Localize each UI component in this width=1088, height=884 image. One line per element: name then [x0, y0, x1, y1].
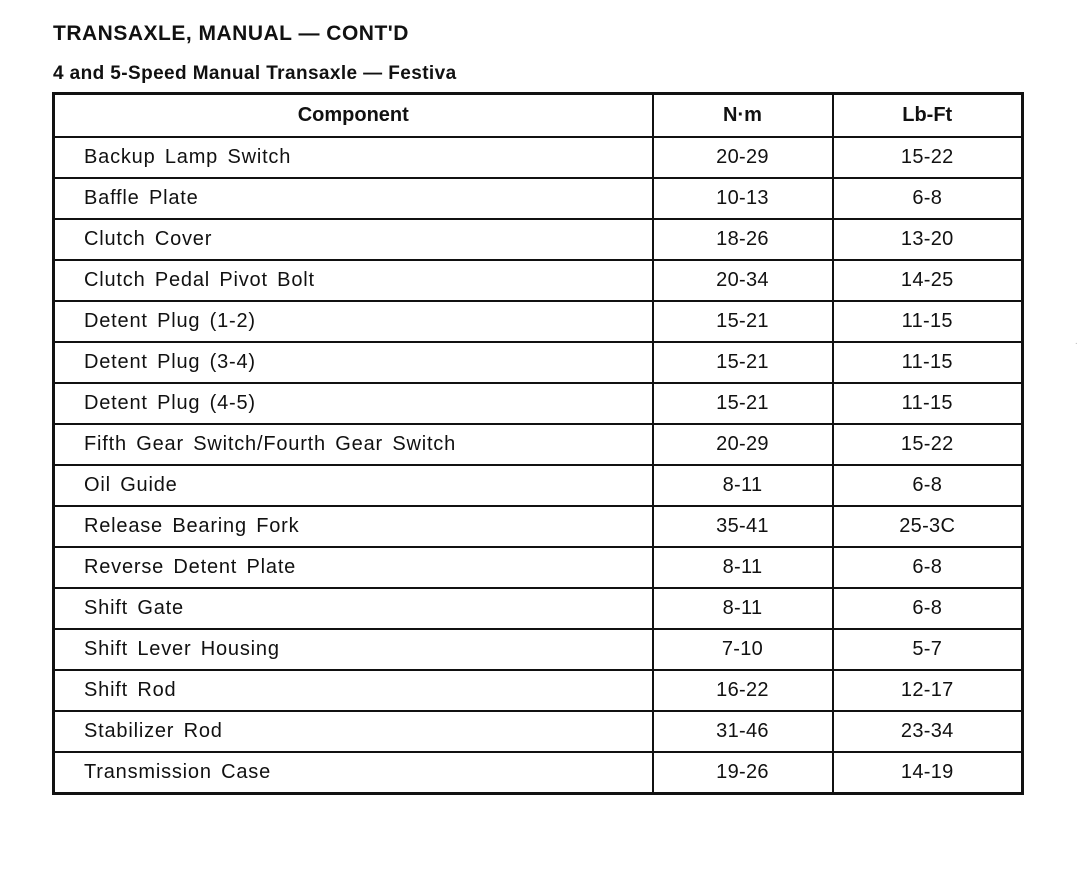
- table-row: [54, 629, 1023, 670]
- component-cell: Detent Plug (4-5): [54, 383, 653, 424]
- lbft-cell: 11-15: [833, 342, 1023, 383]
- nm-cell: 18-26: [653, 219, 833, 260]
- component-cell: Shift Lever Housing: [54, 629, 653, 670]
- lbft-cell: 6-8: [833, 178, 1023, 219]
- component-cell: Reverse Detent Plate: [54, 547, 653, 588]
- component-cell: Detent Plug (1-2): [54, 301, 653, 342]
- table-header-row: [54, 94, 1023, 138]
- table-row: [54, 260, 1023, 301]
- nm-cell: 8-11: [653, 465, 833, 506]
- table-row: [54, 711, 1023, 752]
- component-cell: Release Bearing Fork: [54, 506, 653, 547]
- scan-speck-decoration: ·: [1074, 338, 1078, 349]
- column-header-lbft: Lb-Ft: [833, 94, 1023, 138]
- lbft-cell: 14-19: [833, 752, 1023, 794]
- lbft-cell: 13-20: [833, 219, 1023, 260]
- nm-cell: 20-34: [653, 260, 833, 301]
- table-row: [54, 465, 1023, 506]
- table-row: [54, 137, 1023, 178]
- nm-cell: 20-29: [653, 424, 833, 465]
- component-cell: Baffle Plate: [54, 178, 653, 219]
- lbft-cell: 6-8: [833, 465, 1023, 506]
- lbft-cell: 6-8: [833, 588, 1023, 629]
- component-cell: Fifth Gear Switch/Fourth Gear Switch: [54, 424, 653, 465]
- nm-cell: 20-29: [653, 137, 833, 178]
- column-header-nm: N·m: [653, 94, 833, 138]
- lbft-cell: 6-8: [833, 547, 1023, 588]
- column-header-component: Component: [54, 94, 653, 138]
- table-row: [54, 301, 1023, 342]
- nm-cell: 16-22: [653, 670, 833, 711]
- component-cell: Oil Guide: [54, 465, 653, 506]
- component-cell: Backup Lamp Switch: [54, 137, 653, 178]
- table-row: [54, 547, 1023, 588]
- table-row: [54, 670, 1023, 711]
- component-cell: Clutch Pedal Pivot Bolt: [54, 260, 653, 301]
- component-cell: Shift Gate: [54, 588, 653, 629]
- table-row: [54, 178, 1023, 219]
- component-cell: Stabilizer Rod: [54, 711, 653, 752]
- nm-cell: 8-11: [653, 547, 833, 588]
- lbft-cell: 23-34: [833, 711, 1023, 752]
- nm-cell: 15-21: [653, 301, 833, 342]
- nm-cell: 8-11: [653, 588, 833, 629]
- table-subtitle: 4 and 5-Speed Manual Transaxle — Festiva: [53, 63, 457, 84]
- component-cell: Shift Rod: [54, 670, 653, 711]
- table-row: [54, 588, 1023, 629]
- table-row: [54, 342, 1023, 383]
- lbft-cell: 11-15: [833, 383, 1023, 424]
- page-title: TRANSAXLE, MANUAL — CONT'D: [53, 22, 409, 45]
- table-row: [54, 506, 1023, 547]
- component-cell: Detent Plug (3-4): [54, 342, 653, 383]
- nm-cell: 19-26: [653, 752, 833, 794]
- lbft-cell: 15-22: [833, 424, 1023, 465]
- table-row: [54, 752, 1023, 794]
- lbft-cell: 5-7: [833, 629, 1023, 670]
- nm-cell: 15-21: [653, 342, 833, 383]
- table-row: [54, 424, 1023, 465]
- torque-spec-table: [52, 92, 1024, 795]
- nm-cell: 31-46: [653, 711, 833, 752]
- nm-cell: 15-21: [653, 383, 833, 424]
- lbft-cell: 14-25: [833, 260, 1023, 301]
- nm-cell: 35-41: [653, 506, 833, 547]
- component-cell: Clutch Cover: [54, 219, 653, 260]
- table-row: [54, 219, 1023, 260]
- lbft-cell: 12-17: [833, 670, 1023, 711]
- nm-cell: 7-10: [653, 629, 833, 670]
- lbft-cell: 15-22: [833, 137, 1023, 178]
- component-cell: Transmission Case: [54, 752, 653, 794]
- nm-cell: 10-13: [653, 178, 833, 219]
- lbft-cell: 25-3C: [833, 506, 1023, 547]
- table-row: [54, 383, 1023, 424]
- lbft-cell: 11-15: [833, 301, 1023, 342]
